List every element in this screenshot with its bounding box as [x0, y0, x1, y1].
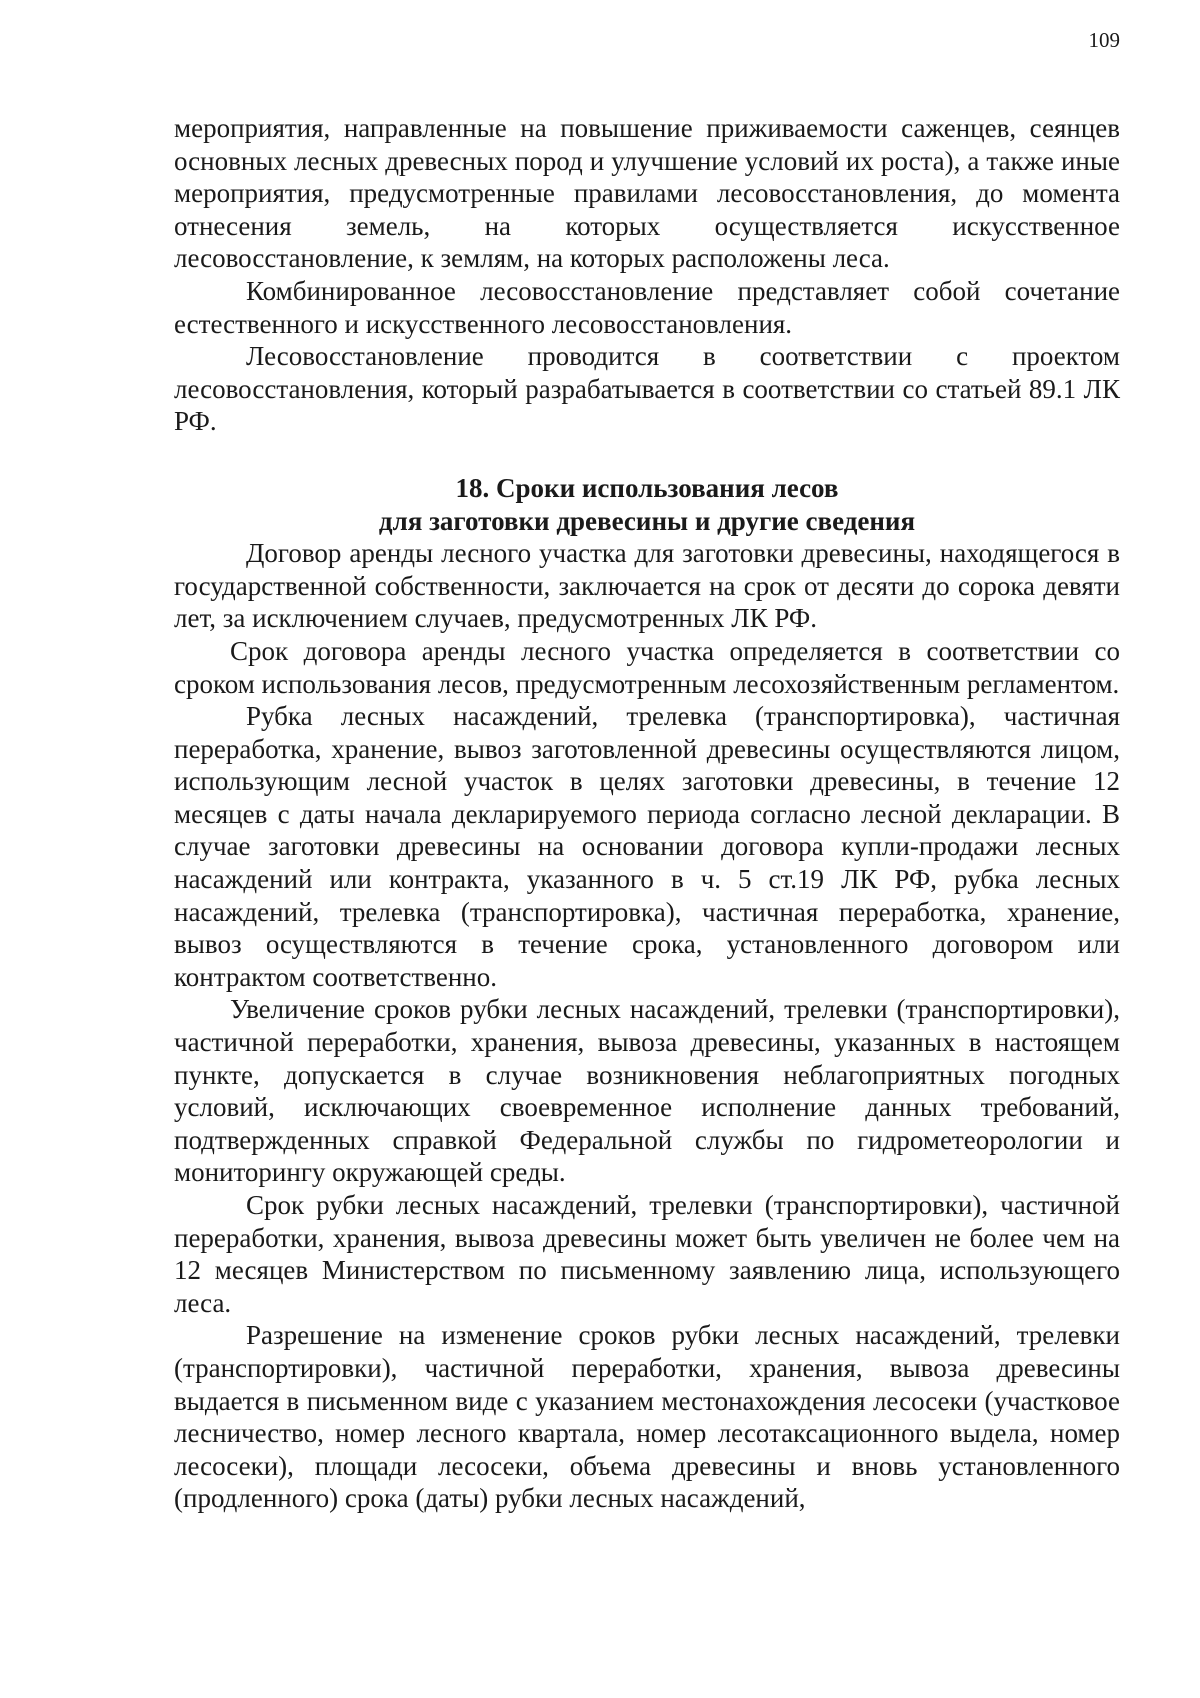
paragraph-logging-period: Рубка лесных насаждений, трелевка (транспортировка), частичная переработка, хранение, вывоз заготовленной древесины осуществляются лицом, использующим лесной участок в целях заготовки древесины, в течение 12 месяцев с даты начала декларируемого периода согласно лесной декларации. В случае заготовки древесины на основании договора купли-продажи лесных насаждений или контракта, указанного в ч. 5 ст.19 ЛК РФ, рубка лесных насаждений, трелевка (транспортировка), частичная переработка, хранение, вывоз осуществляются в течение срока, установленного договором или контрактом соответственно.: [174, 701, 1120, 992]
section-spacer: [174, 438, 1120, 472]
paragraph-lease-duration: Срок договора аренды лесного участка определяется в соответствии со сроком использования лесов, предусмотренным лесохозяйственным регламентом.: [174, 635, 1120, 699]
paragraph-continued: мероприятия, направленные на повышение приживаемости саженцев, сеянцев основных лесных древесных пород и улучшение условий их роста), а также иные мероприятия, предусмотренные правилами лесовосстановления, до момента отнесения земель, на которых осуществляется искусственное лесовосстановление, к землям, на которых расположены леса.: [174, 113, 1120, 274]
paragraph-reforestation-project: Лесовосстановление проводится в соответствии с проектом лесовосстановления, который разрабатывается в соответствии со статьей 89.1 ЛК РФ.: [174, 341, 1120, 437]
paragraph-extension-weather: Увеличение сроков рубки лесных насаждений, трелевки (транспортировки), частичной переработки, хранения, вывоза древесины, указанных в настоящем пункте, допускается в случае возникновения неблагоприятных погодных условий, исключающих своевременное исполнение данных требований, подтвержденных справкой Федеральной службы по гидрометеорологии и мониторингу окружающей среды.: [174, 994, 1120, 1188]
paragraph-extension-permit: Разрешение на изменение сроков рубки лесных насаждений, трелевки (транспортировки), частичной переработки, хранения, вывоза древесины выдается в письменном виде с указанием местонахождения лесосеки (участковое лесничество, номер лесного квартала, номер лесотаксационного выдела, номер лесосеки), площади лесосеки, объема древесины и вновь установленного (продленного) срока (даты) рубки лесных насаждений,: [174, 1320, 1120, 1514]
paragraph-lease-term: Договор аренды лесного участка для заготовки древесины, находящегося в государственной собственности, заключается на срок от десяти до сорока девяти лет, за исключением случаев, предусмотренных ЛК РФ.: [174, 538, 1120, 634]
document-body: [174, 112, 1120, 1515]
paragraph-combined-reforestation: Комбинированное лесовосстановление представляет собой сочетание естественного и искусственного лесовосстановления.: [174, 275, 1120, 339]
section-title-line-2: для заготовки древесины и другие сведения: [378, 505, 916, 536]
paragraph-extension-ministry: Срок рубки лесных насаждений, трелевки (транспортировки), частичной переработки, хранения, вывоза древесины может быть увеличен не более чем на 12 месяцев Министерством по письменному заявлению лица, использующего леса.: [174, 1190, 1120, 1318]
page-number: 109: [1088, 28, 1120, 52]
section-title-line-1: 18. Сроки использования лесов: [455, 472, 839, 503]
